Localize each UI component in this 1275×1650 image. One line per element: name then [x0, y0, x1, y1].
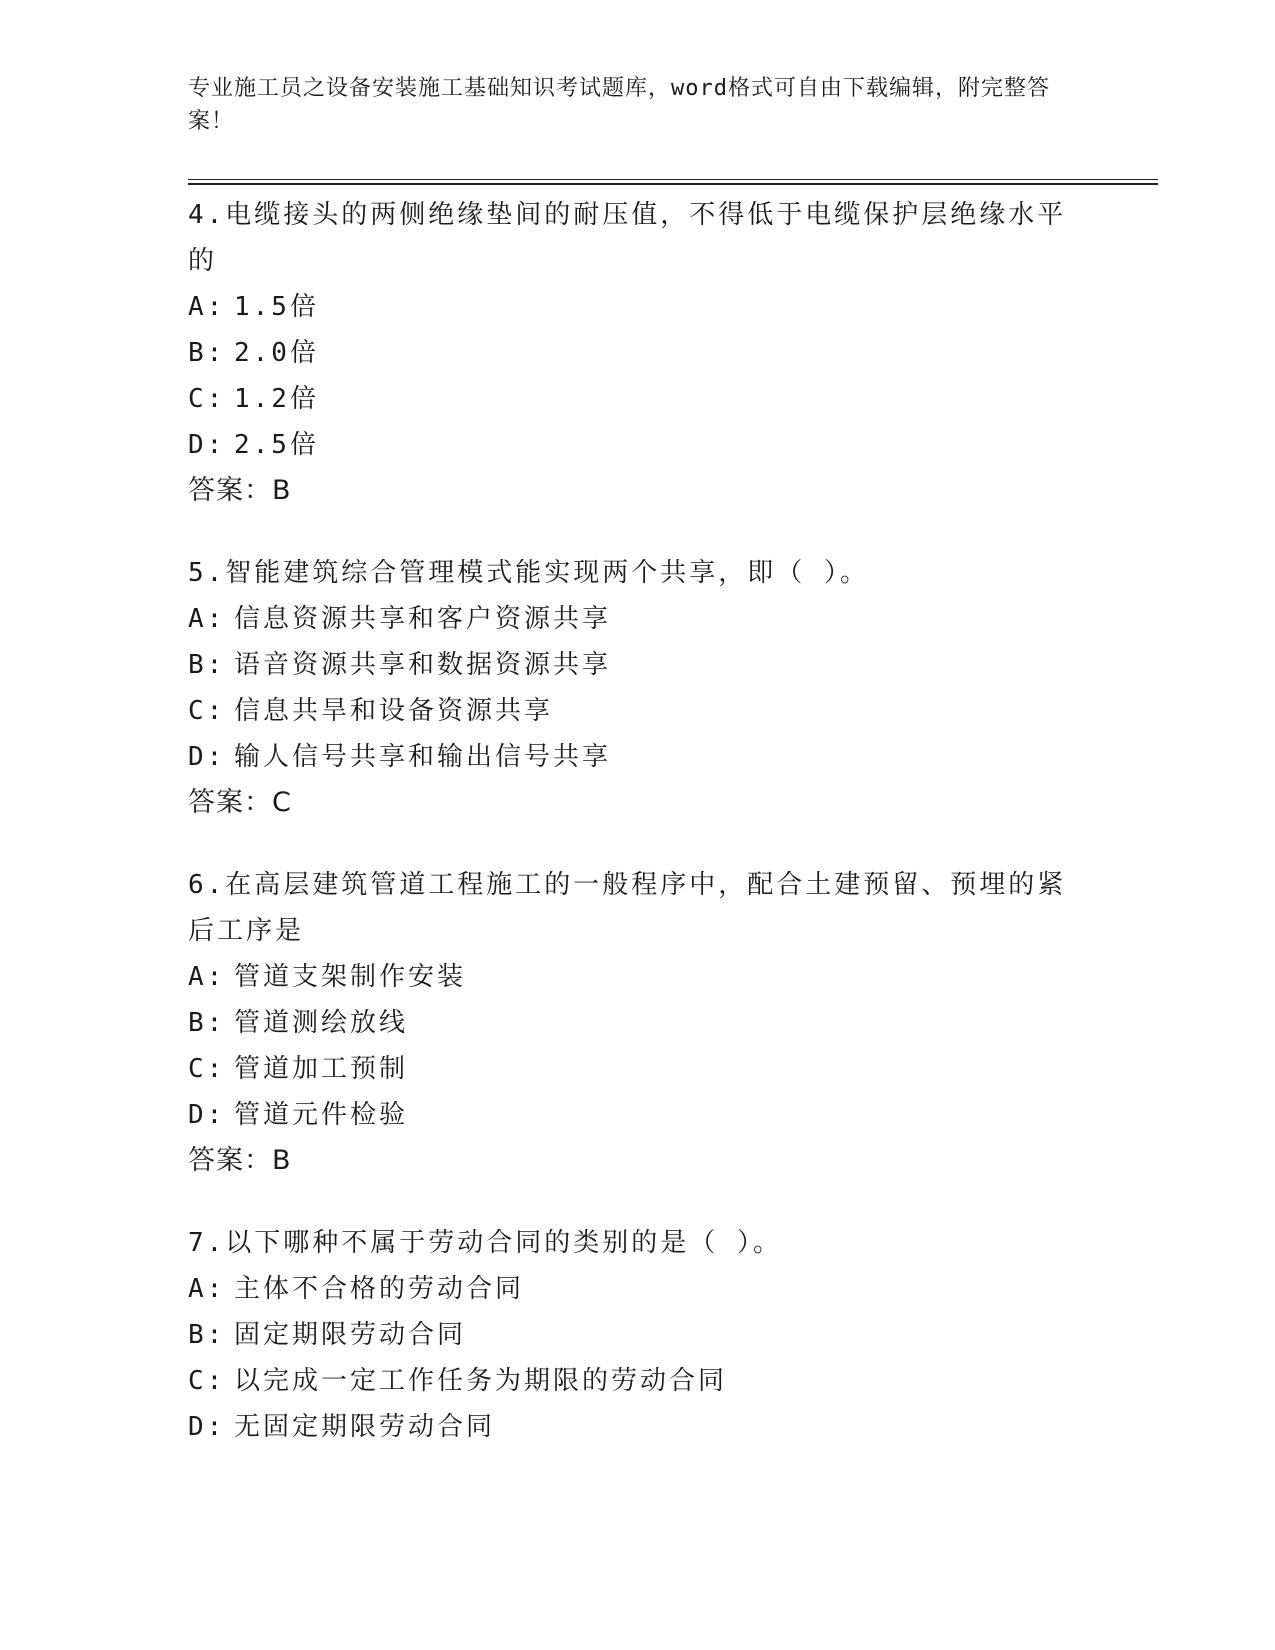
question-list: [188, 192, 1068, 1486]
option-a: [188, 596, 1068, 642]
option-text: 管道支架制作安装: [234, 962, 467, 992]
option-text: 主体不合格的劳动合同: [234, 1274, 525, 1304]
header-divider-thick: [188, 183, 1158, 185]
answer-line: 答案：B: [188, 475, 292, 506]
option-key: D:: [188, 430, 226, 460]
option-text: 1.5倍: [234, 292, 319, 322]
option-key: C:: [188, 1054, 226, 1084]
option-d: [188, 1092, 1068, 1138]
option-key: A:: [188, 604, 226, 634]
option-key: B:: [188, 1320, 226, 1350]
option-text: 管道测绘放线: [234, 1008, 409, 1038]
question-6: [188, 862, 1068, 1184]
question-stem: 7.以下哪种不属于劳动合同的类别的是（ ）。: [188, 1228, 782, 1258]
option-b: [188, 330, 1068, 376]
option-b: [188, 1312, 1068, 1358]
option-text: 管道元件检验: [234, 1100, 409, 1130]
option-text: 信息共旱和设备资源共享: [234, 696, 554, 726]
option-c: [188, 1358, 1068, 1404]
option-key: B:: [188, 338, 226, 368]
option-c: [188, 1046, 1068, 1092]
option-text: 无固定期限劳动合同: [234, 1412, 496, 1442]
option-c: [188, 376, 1068, 422]
option-text: 输人信号共享和输出信号共享: [234, 742, 612, 772]
option-d: [188, 422, 1068, 468]
option-key: D:: [188, 742, 226, 772]
option-text: 语音资源共享和数据资源共享: [234, 650, 612, 680]
option-text: 固定期限劳动合同: [234, 1320, 467, 1350]
question-stem: 4.电缆接头的两侧绝缘垫间的耐压值，不得低于电缆保护层绝缘水平的: [188, 200, 1067, 276]
option-text: 1.2倍: [234, 384, 319, 414]
option-text: 2.5倍: [234, 430, 319, 460]
question-7: [188, 1220, 1068, 1450]
option-key: A:: [188, 962, 226, 992]
document-header: 专业施工员之设备安装施工基础知识考试题库，word格式可自由下载编辑，附完整答案！: [188, 76, 1050, 134]
option-key: B:: [188, 1008, 226, 1038]
option-a: [188, 284, 1068, 330]
answer-line: 答案：C: [188, 787, 292, 818]
option-text: 信息资源共享和客户资源共享: [234, 604, 612, 634]
header-divider-thin: [188, 179, 1158, 180]
option-key: D:: [188, 1412, 226, 1442]
option-key: A:: [188, 1274, 226, 1304]
option-a: [188, 954, 1068, 1000]
option-key: A:: [188, 292, 226, 322]
option-key: C:: [188, 384, 226, 414]
option-text: 管道加工预制: [234, 1054, 409, 1084]
question-4: [188, 192, 1068, 514]
option-text: 以完成一定工作任务为期限的劳动合同: [234, 1366, 728, 1396]
option-text: 2.0倍: [234, 338, 319, 368]
question-stem: 5.智能建筑综合管理模式能实现两个共享，即（ ）。: [188, 558, 869, 588]
question-stem: 6.在高层建筑管道工程施工的一般程序中，配合土建预留、预埋的紧后工序是: [188, 870, 1067, 946]
option-c: [188, 688, 1068, 734]
option-b: [188, 1000, 1068, 1046]
option-b: [188, 642, 1068, 688]
option-key: C:: [188, 696, 226, 726]
option-d: [188, 1404, 1068, 1450]
option-key: D:: [188, 1100, 226, 1130]
option-key: C:: [188, 1366, 226, 1396]
question-5: [188, 550, 1068, 826]
answer-line: 答案：B: [188, 1145, 292, 1176]
option-key: B:: [188, 650, 226, 680]
option-d: [188, 734, 1068, 780]
option-a: [188, 1266, 1068, 1312]
